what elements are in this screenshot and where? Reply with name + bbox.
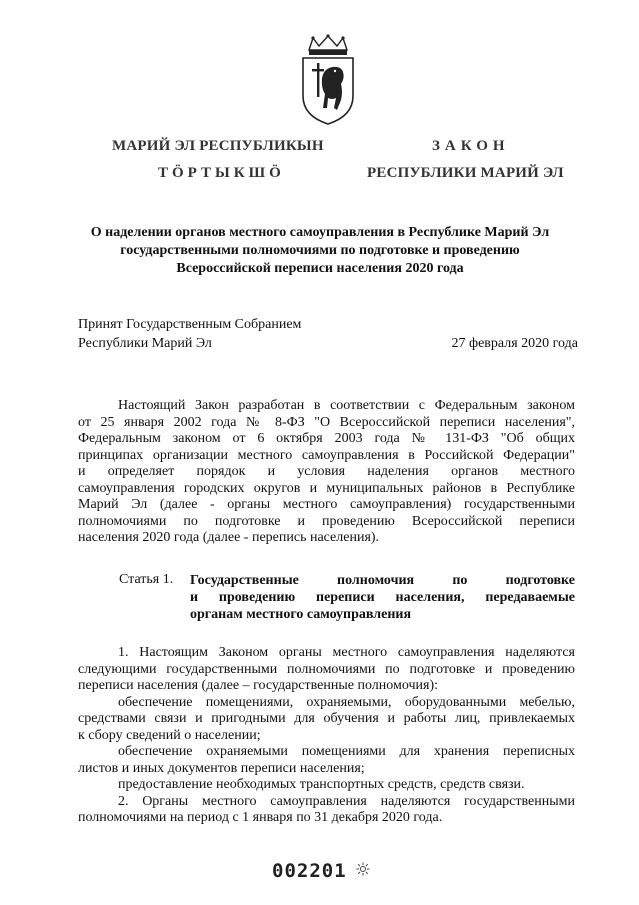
article-title-line: и проведению переписи населения, передаваемые: [190, 590, 575, 605]
body-line: обеспечение помещениями, охраняемыми, оборудованными мебелью,: [118, 694, 575, 710]
header-left-line1: МАРИЙ ЭЛ РЕСПУБЛИКЫН: [112, 138, 324, 154]
article-title-line: органам местного самоуправления: [190, 607, 412, 622]
header-left-line2: ТӦРТЫКШӦ: [158, 165, 285, 181]
adoption-block: [78, 315, 578, 353]
body-line: 1. Настоящим Законом органы местного самоуправления наделяются: [118, 645, 575, 660]
sun-mark-icon: [356, 862, 370, 881]
article-body: [78, 645, 575, 827]
body-line: предоставление необходимых транспортных средств, средств связи.: [118, 777, 525, 792]
article-title: [190, 572, 575, 623]
body-line: листов и иных документов переписи населения;: [78, 760, 365, 776]
paragraph-line: и определяет порядок и условия наделения органов местного: [78, 464, 575, 479]
body-line: переписи населения (далее – государственные полномочия):: [78, 678, 439, 693]
paragraph-line: Марий Эл (далее - органы местного самоуправления) государственными: [78, 497, 575, 512]
adoption-line1: Принят Государственным Собранием: [78, 317, 302, 332]
paragraph-line: населения 2020 года (далее - перепись населения).: [78, 530, 380, 545]
title-line: государственными полномочиями по подготовке и проведению: [120, 243, 520, 258]
header-right-line2: РЕСПУБЛИКИ МАРИЙ ЭЛ: [367, 165, 564, 181]
adoption-date: 27 февраля 2020 года: [451, 336, 578, 351]
article-title-line: Государственные полномочия по подготовке: [190, 573, 575, 588]
article-label: Статья 1.: [119, 572, 174, 587]
title-line: Всероссийской переписи населения 2020 года: [176, 261, 464, 276]
coat-of-arms-icon: [297, 34, 359, 126]
serial-number: 002201: [272, 860, 347, 882]
intro-paragraph: [78, 398, 575, 547]
paragraph-line: принципах организации местного самоуправления в Российской Федерации": [78, 447, 575, 463]
body-line: обеспечение охраняемыми помещениями для хранения переписных: [118, 744, 575, 759]
body-line: полномочиями на период с 1 января по 31 декабря 2020 года.: [78, 810, 443, 825]
body-line: следующими государственными полномочиями по подготовке и проведению: [78, 661, 575, 677]
title-line: О наделении органов местного самоуправления в Республике Марий Эл: [90, 225, 550, 240]
paragraph-line: Настоящий Закон разработан в соответствии с Федеральным законом: [118, 398, 575, 413]
body-line: к сбору сведений о населении;: [78, 727, 261, 743]
paragraph-line: от 25 января 2002 года № 8-ФЗ "О Всероссийской переписи населения",: [78, 414, 575, 430]
paragraph-line: самоуправления городских округов и муниципальных районов в Республике: [78, 480, 575, 496]
document-title: [70, 224, 570, 278]
header-right-line1: ЗАКОН: [432, 138, 510, 154]
body-line: 2. Органы местного самоуправления наделяются государственными: [118, 793, 575, 809]
paragraph-line: Федеральным законом от 6 октября 2003 года № 131-ФЗ "Об общих: [78, 431, 575, 446]
paragraph-line: полномочиями по подготовке и проведению Всероссийской переписи: [78, 513, 575, 529]
body-line: средствами связи и пригодными для обучения и работы лиц, привлекаемых: [78, 711, 575, 726]
adoption-line2: Республики Марий Эл: [78, 336, 212, 351]
